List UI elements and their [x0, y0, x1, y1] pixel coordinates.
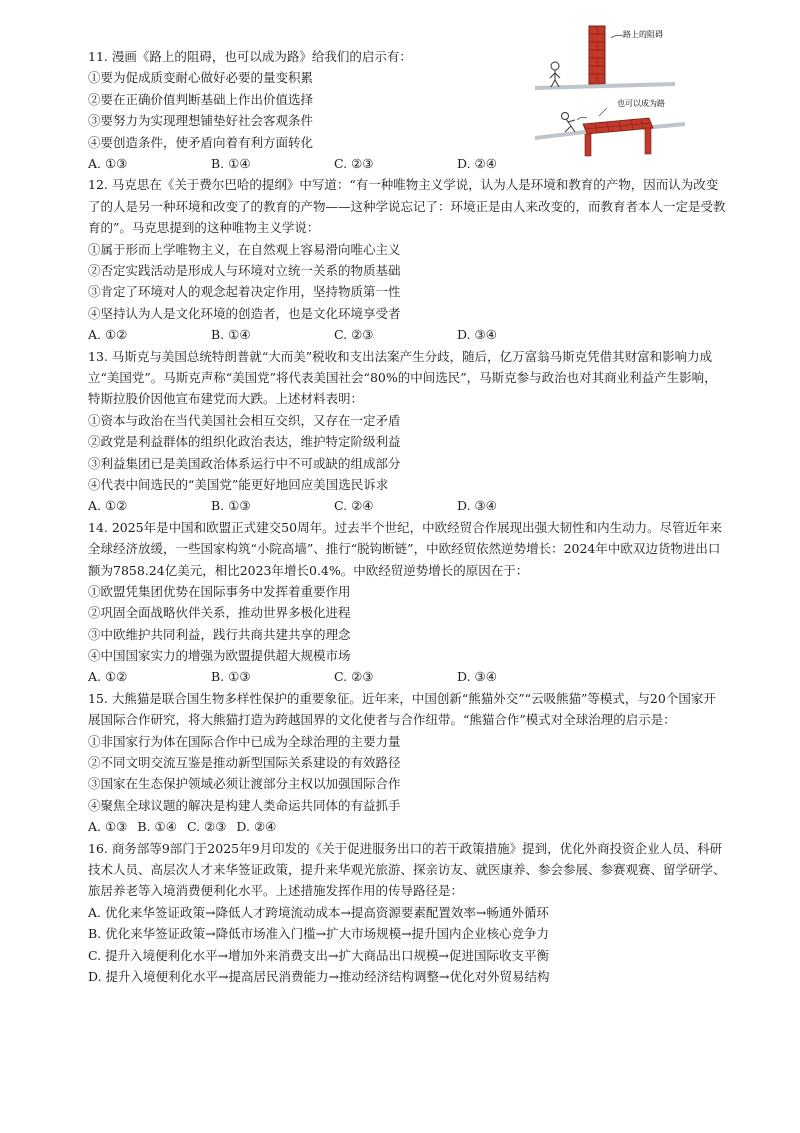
- statement-item: ④中国国家实力的增强为欧盟提供超大规模市场: [88, 648, 351, 664]
- option-b: B. ①④: [211, 155, 251, 171]
- question-11: [88, 46, 728, 174]
- comic-label-top: 路上的阻碍: [623, 30, 663, 39]
- option-c: C. ②③: [186, 819, 227, 835]
- option-c: C. ②③: [334, 669, 374, 685]
- option-d: D. ③④: [457, 669, 497, 685]
- question-sheet: [88, 46, 728, 987]
- question-16: [88, 838, 728, 988]
- statement-item: ④聚焦全球议题的解决是构建人类命运共同体的有益抓手: [88, 797, 401, 813]
- answer-options: [88, 153, 728, 174]
- option-d: D. ③④: [457, 498, 497, 514]
- answer-option-a: A. 优化来华签证政策→降低人才跨境流动成本→提高资源要素配置效率→畅通外循环: [88, 904, 549, 920]
- statement-item: ③利益集团已是美国政治体系运行中不可或缺的组成部分: [88, 455, 401, 471]
- option-b: B. ①④: [211, 327, 251, 343]
- statement-item: ③要努力为实现理想铺垫好社会客观条件: [88, 113, 314, 129]
- answer-option-c: C. 提升入境便利化水平→增加外来消费支出→扩大商品出口规模→促进国际收支平衡: [88, 947, 549, 963]
- answer-options: [88, 495, 728, 516]
- statement-item: ①欧盟凭集团优势在国际事务中发挥着重要作用: [88, 583, 351, 599]
- question-stem: 15. 大熊猫是联合国生物多样性保护的重要象征。近年来，中国创新“熊猫外交”“云吸熊猫”等模式，与20个国家开展国际合作研究，将大熊猫打造为跨越国界的文化使者与合作纽带。“熊猫合作”模式对全球治理的启示是：: [88, 690, 716, 728]
- statement-item: ②否定实践活动是形成人与环境对立统一关系的物质基础: [88, 262, 401, 278]
- option-d: D. ③④: [457, 327, 497, 343]
- question-stem: 16. 商务部等9部门于2025年9月印发的《关于促进服务出口的若干政策措施》提到，优化外商投资企业人员、科研技术人员、高层次人才来华签证政策，提升来华观光旅游、探亲访友、就医康养、参会参展、参赛观赛、留学研学、旅居养老等入境消费便利化水平。上述措施发挥作用的传导路径是：: [88, 840, 726, 899]
- option-a: A. ①③: [88, 155, 128, 171]
- statement-item: ①非国家行为体在国际合作中已成为全球治理的主要力量: [88, 733, 401, 749]
- option-b: B. ①③: [211, 669, 251, 685]
- option-c: C. ②③: [334, 155, 374, 171]
- statement-item: ④代表中间选民的“美国党”能更好地回应美国选民诉求: [88, 476, 389, 492]
- option-a: A. ①②: [88, 327, 128, 343]
- statement-item: ②不同文明交流互鉴是推动新型国际关系建设的有效路径: [88, 755, 401, 771]
- option-b: B. ①③: [211, 498, 251, 514]
- answer-options: [88, 666, 728, 687]
- statement-item: ①属于形而上学唯物主义，在自然观上容易滑向唯心主义: [88, 241, 401, 257]
- statement-item: ②政党是利益群体的组织化政治表达，维护特定阶级利益: [88, 434, 401, 450]
- comic-label-bottom: 也可以成为路: [617, 99, 665, 108]
- statement-item: ③肯定了环境对人的观念起着决定作用，坚持物质第一性: [88, 284, 401, 300]
- answer-options: [88, 324, 728, 345]
- question-stem: 13. 马斯克与美国总统特朗普就“大而美”税收和支出法案产生分歧，随后，亿万富翁马斯克凭借其财富和影响力成立“美国党”。马斯克声称“美国党”将代表美国社会“80%的中间选民”，马斯克参与政治也对其商业利益产生影响，特斯拉股价因他宣布建党而大跌。上述材料表明：: [88, 348, 717, 407]
- statement-item: ③国家在生态保护领域必须让渡部分主权以加强国际合作: [88, 776, 401, 792]
- question-14: [88, 517, 728, 688]
- statement-item: ①资本与政治在当代美国社会相互交织，又存在一定矛盾: [88, 412, 401, 428]
- statement-item: ②要在正确价值判断基础上作出价值选择: [88, 91, 314, 107]
- option-a: A. ①③: [88, 819, 128, 835]
- answer-option-d: D. 提升入境便利化水平→提高居民消费能力→推动经济结构调整→优化对外贸易结构: [88, 969, 550, 985]
- option-d: D. ②④: [457, 155, 497, 171]
- statement-item: ④坚持认为人是文化环境的创造者，也是文化环境享受者: [88, 305, 401, 321]
- question-12: [88, 174, 728, 345]
- option-d: D. ②④: [236, 819, 277, 835]
- question-15: [88, 688, 728, 838]
- option-a: A. ①②: [88, 498, 128, 514]
- question-stem: 14. 2025年是中国和欧盟正式建交50周年。过去半个世纪，中欧经贸合作展现出强大韧性和内生动力。尽管近年来全球经济放缓，一些国家构筑“小院高墙”、推行“脱钩断链”，中欧经贸依然逆势增长：2024年中欧双边货物进出口额为7858.24亿美元，相比2023年增长0.4%。中欧经贸逆势增长的原因在于：: [88, 519, 723, 578]
- question-stem: 12. 马克思在《关于费尔巴哈的提纲》中写道：“有一种唯物主义学说，认为人是环境和教育的产物，因而认为改变了的人是另一种环境和改变了的教育的产物——这种学说忘记了：环境正是由人来改变的，而教育者本人一定是受教育的”。马克思提到的这种唯物主义学说：: [88, 177, 726, 236]
- question-stem: 11. 漫画《路上的阻碍，也可以成为路》给我们的启示有：: [88, 49, 412, 64]
- statement-item: ②巩固全面战略伙伴关系，推动世界多极化进程: [88, 605, 351, 621]
- question-13: [88, 346, 728, 517]
- statement-item: ③中欧维护共同利益，践行共商共建共享的理念: [88, 626, 351, 642]
- option-a: A. ①②: [88, 669, 128, 685]
- statement-item: ④要创造条件，使矛盾向着有利方面转化: [88, 134, 314, 150]
- option-c: C. ②③: [334, 327, 374, 343]
- statement-item: ①要为促成质变耐心做好必要的量变积累: [88, 70, 314, 86]
- option-b: B. ①④: [137, 819, 177, 835]
- answer-option-b: B. 优化来华签证政策→降低市场准入门槛→扩大市场规模→提升国内企业核心竞争力: [88, 926, 550, 942]
- option-c: C. ②④: [334, 498, 374, 514]
- answer-options: [88, 816, 728, 837]
